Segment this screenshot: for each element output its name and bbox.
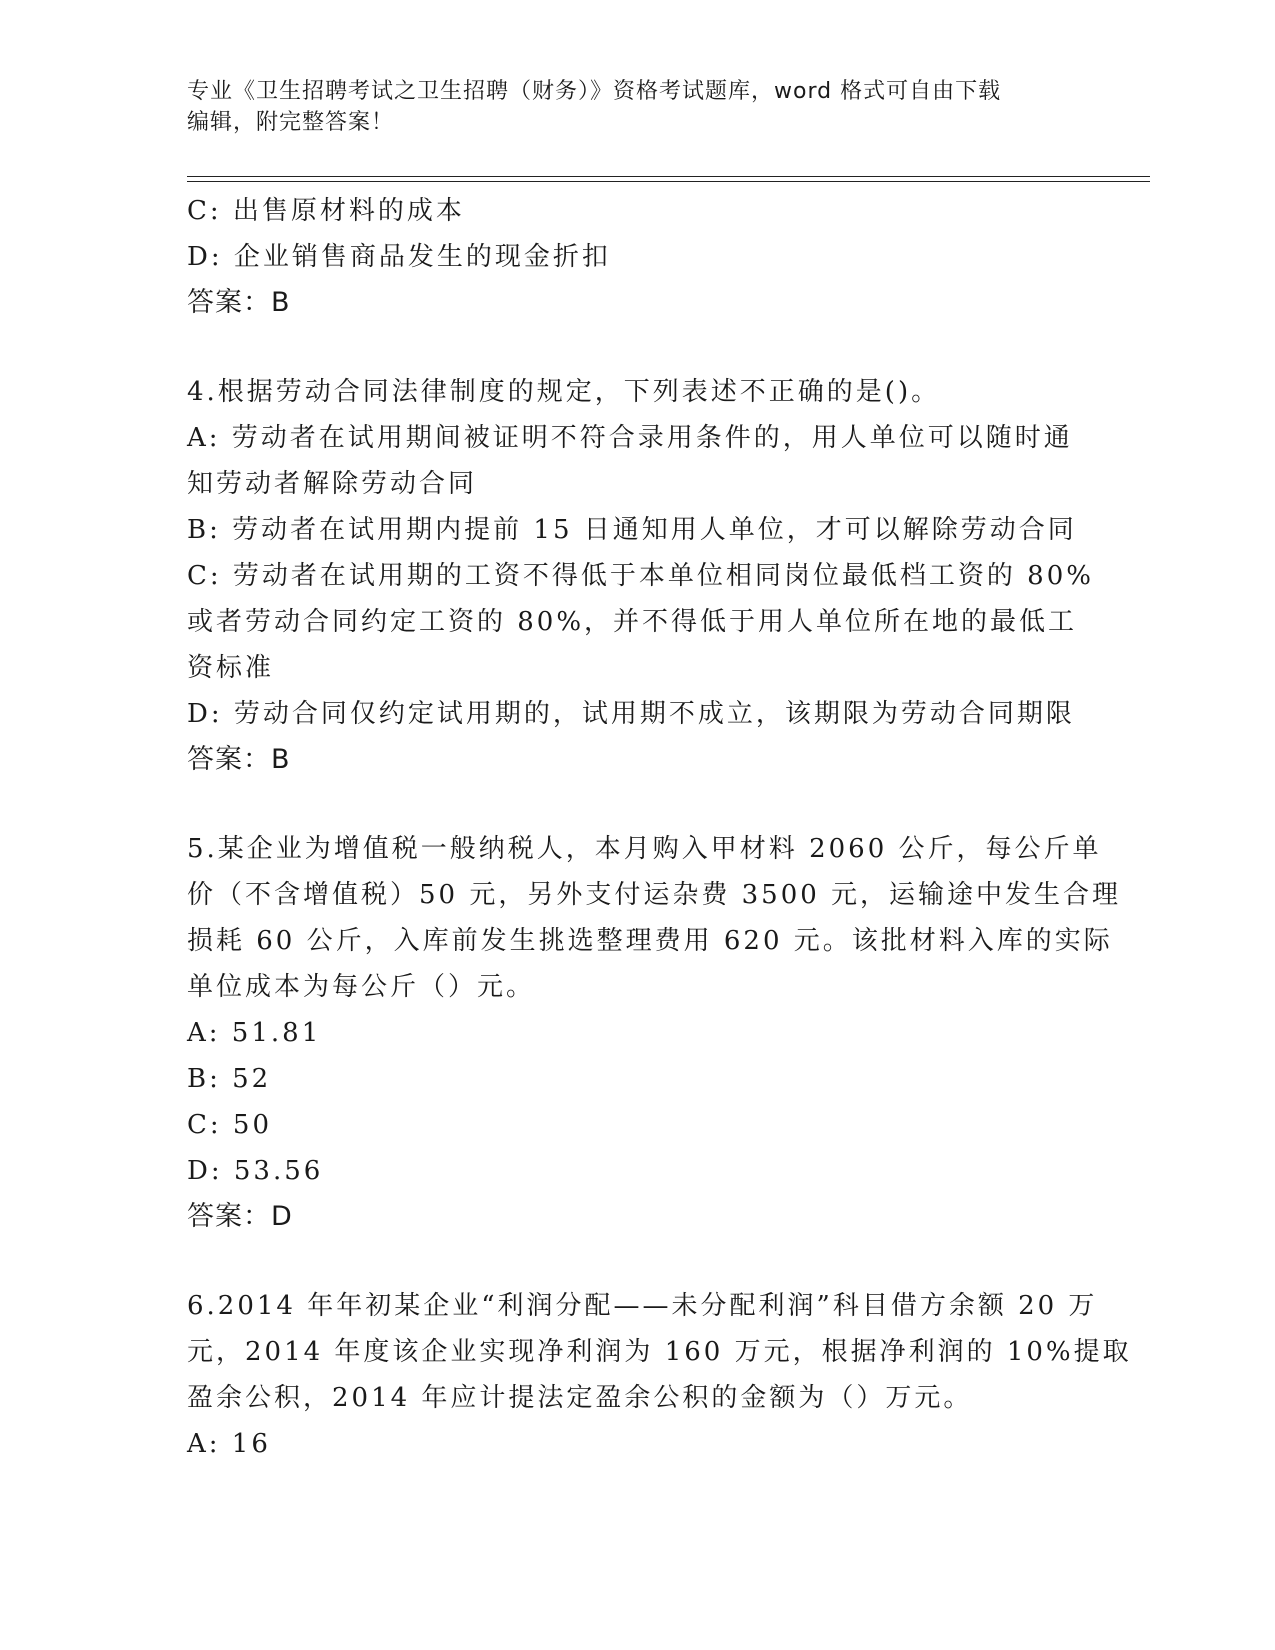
q4-option-d: D: 劳动合同仅约定试用期的，试用期不成立，该期限为劳动合同期限 (187, 699, 1075, 729)
spacer (187, 783, 1087, 826)
q4-option-c-line-3: 资标准 (187, 653, 275, 683)
q4-option-c-line-1: C: 劳动者在试用期的工资不得低于本单位相同岗位最低档工资的 80% (187, 561, 1094, 591)
question-5 (187, 826, 1122, 1240)
q3-answer: 答案：B (187, 287, 291, 318)
q5-option-b: B: 52 (187, 1064, 272, 1094)
header-line-1: 专业《卫生招聘考试之卫生招聘（财务）》资格考试题库，word 格式可自由下载 (187, 79, 1002, 104)
q5-option-d: D: 53.56 (187, 1156, 324, 1186)
spacer (187, 1240, 1087, 1283)
question-6 (187, 1283, 1132, 1467)
question-3 (187, 188, 1087, 326)
q5-stem-line-1: 5.某企业为增值税一般纳税人，本月购入甲材料 2060 公斤，每公斤单 (187, 834, 1102, 864)
header-rule-top (187, 176, 1150, 177)
header-line-2: 编辑，附完整答案！ (187, 110, 395, 135)
q6-stem-line-1: 6.2014 年年初某企业“利润分配——未分配利润”科目借方余额 20 万 (187, 1291, 1098, 1321)
q4-stem: 4.根据劳动合同法律制度的规定，下列表述不正确的是()。 (187, 377, 941, 407)
q4-option-a-line-2: 知劳动者解除劳动合同 (187, 469, 478, 499)
q4-option-c-line-2: 或者劳动合同约定工资的 80%，并不得低于用人单位所在地的最低工 (187, 607, 1078, 637)
header-rule-bottom (187, 181, 1150, 182)
q5-stem-line-4: 单位成本为每公斤（）元。 (187, 972, 536, 1002)
q5-answer: 答案：D (187, 1201, 293, 1232)
q4-answer: 答案：B (187, 744, 291, 775)
q5-stem-line-3: 损耗 60 公斤，入库前发生挑选整理费用 620 元。该批材料入库的实际 (187, 926, 1113, 956)
q5-option-c: C: 50 (187, 1110, 273, 1140)
q6-stem-line-2: 元，2014 年度该企业实现净利润为 160 万元，根据净利润的 10%提取 (187, 1337, 1132, 1367)
document-body (187, 188, 1132, 1467)
q3-option-c: C: 出售原材料的成本 (187, 196, 465, 226)
document-header (187, 76, 1087, 138)
q5-option-a: A: 51.81 (187, 1018, 322, 1048)
q6-option-a: A: 16 (187, 1429, 271, 1459)
q5-stem-line-2: 价（不含增值税）50 元，另外支付运杂费 3500 元，运输途中发生合理 (187, 880, 1122, 910)
q3-option-d: D: 企业销售商品发生的现金折扣 (187, 242, 611, 272)
spacer (187, 326, 1087, 369)
q4-option-a-line-1: A: 劳动者在试用期间被证明不符合录用条件的，用人单位可以随时通 (187, 423, 1073, 453)
question-4 (187, 369, 1094, 783)
q4-option-b: B: 劳动者在试用期内提前 15 日通知用人单位，才可以解除劳动合同 (187, 515, 1077, 545)
q6-stem-line-3: 盈余公积，2014 年应计提法定盈余公积的金额为（）万元。 (187, 1383, 973, 1413)
